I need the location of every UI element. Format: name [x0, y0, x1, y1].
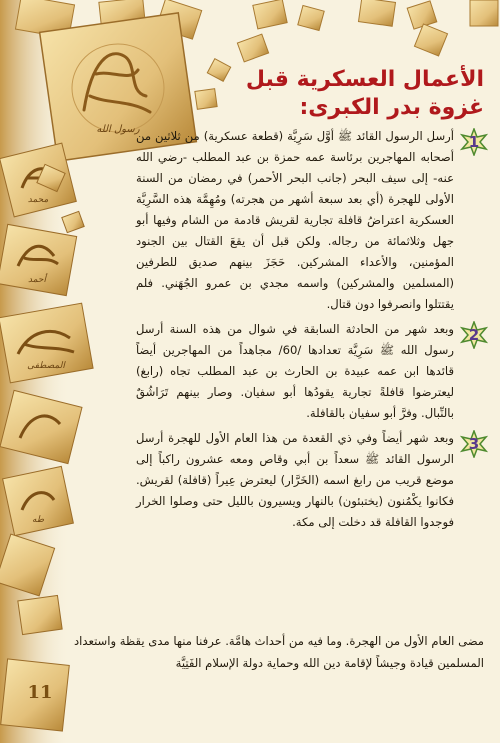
paragraph-2: [136, 319, 484, 424]
number-badge-3: [460, 430, 488, 458]
paragraph-1: [136, 126, 484, 315]
closing-paragraph: مضى العام الأول من الهجرة. وما فيه من أحداث هامَّة. عرفنا منها مدى يقظة واستعداد المسلمين قيادة وجيشاً لإقامة دين الله وحماية دولة الإسلام الفَتِيَّة: [74, 633, 484, 670]
paragraph-text: راكباً إلى موضع قريب من رابغ اسمه (الخَرَّار) ليعترض عِيراً (قافلة) لقريش. فكانوا يكْمُنون (يختبئون) بالنهار ويسيرون بالليل حتى وصلوا الخرار فوجدوا القافلة قد دخلت إلى مكة.: [136, 452, 454, 529]
number-badge-1: [460, 128, 488, 156]
page-number: 11: [27, 682, 53, 703]
card-label-5: طه: [32, 515, 44, 525]
paragraph-text: من ثلاثين من أصحابه المهاجرين برئاسة عمه حمزة بن عبد المطلب -رضي الله عنه- إلى سيف البحر (جانب البحر الأحمر) في رمضان من السنة الأولى للهجرة (أي بعد سبعة أشهر من هجرته) ومُهِمَّة هذه السَّرِيَّة العسكرية اعتراضُ قافلة تجارية لقريش قادمة من الشام وفيها أبو جهل وثلاثمائة من رجاله. ولكن قبل أن يقعَ القتال بين الجنود المؤمنين، والأعداء المشركين. حَجَزَ بينهم صديق للطرفين (المسلمين والمشركين) واسمه مجدي بن عمرو الجُهَني. فلم يقتتلوا وانصرفوا دون قتال.: [136, 129, 454, 311]
paragraph-text: قائدها ابن عمه عبيدة بن الحارث بن عبد المطلب تجاه (رابغ) ليعترضوا قافلةً تجارية يقودُها أبو سفيان. وصار بينهم تَرَاشُقٌ بالنِّبال. وفرَّ أبو سفيان بالقافلة.: [136, 364, 454, 420]
badge-number: 1: [468, 132, 480, 151]
body-text: [136, 126, 484, 537]
badge-number: 2: [468, 325, 480, 344]
card-label-3: أحمد: [28, 275, 46, 285]
page-title: الأعمال العسكرية قبل غزوة بدر الكبرى:: [245, 67, 484, 120]
number-badge-2: [460, 321, 488, 349]
card-label-2: محمد: [27, 195, 49, 205]
badge-number: 3: [468, 434, 480, 453]
paragraph-lead: وبعد شهر من الحادثة السابقة في شوال من هذه السنة أرسل رسول الله ﷺ سَرِيَّة تعدادها /60/ مجاهداً من المهاجرين أيضاً: [136, 322, 454, 357]
card-label-4: المصطفى: [27, 361, 65, 371]
paragraph-lead: أرسل الرسول القائد ﷺ أوَّل سَرِيَّة (قطعة عسكرية): [203, 129, 454, 143]
card-label-1: رسول الله: [96, 124, 140, 135]
paragraph-3: [136, 428, 484, 533]
paragraph-lead: وبعد شهر أيضاً وفي ذي القعدة من هذا العام الأول للهجرة أرسل الرسول القائد ﷺ سعداً بن أبي وقاص ومعه عشرون: [136, 431, 454, 466]
